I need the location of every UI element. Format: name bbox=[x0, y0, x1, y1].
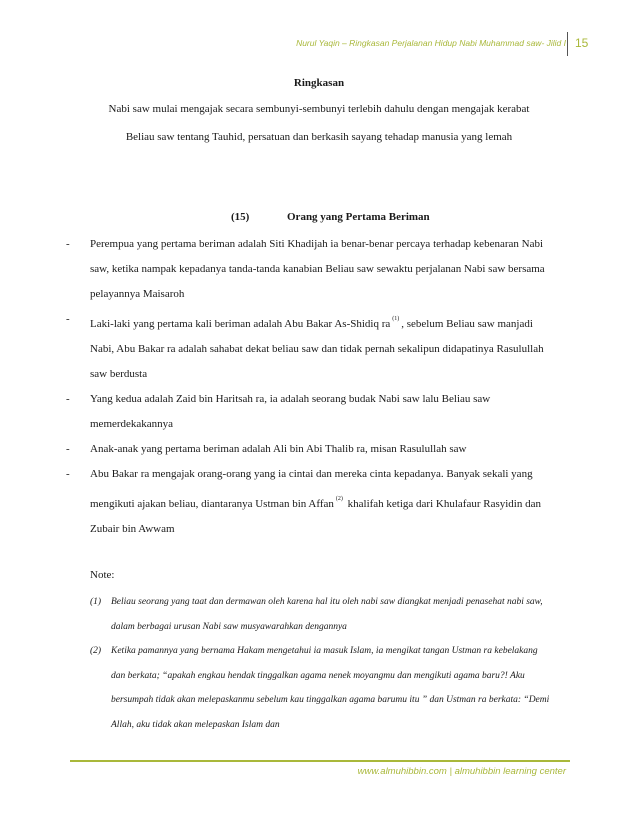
footnote-marker: (1) bbox=[392, 316, 400, 322]
list-dash: - bbox=[66, 468, 70, 480]
note-label: Note: bbox=[90, 569, 115, 581]
footer-text: www.almuhibbin.com | almuhibbin learning center bbox=[357, 766, 566, 777]
note-item bbox=[90, 590, 550, 639]
note-text: Beliau seorang yang taat dan dermawan oleh karena hal itu oleh nabi saw diangkat menjadi penasehat nabi saw, dalam berbagai urusan Nabi saw musyawarahkan dengannya bbox=[111, 597, 543, 632]
list-item-text: Anak-anak yang pertama beriman adalah Ali bin Abi Thalib ra, misan Rasulullah saw bbox=[90, 443, 467, 455]
list-item-text: Abu Bakar ra mengajak orang-orang yang ia cintai dan mereka cinta kepadanya. Banyak sekali yang mengikuti ajakan beliau, diantaranya Ustman bin Affan bbox=[90, 468, 533, 510]
note-number: (2) bbox=[90, 646, 102, 656]
section-title: Orang yang Pertama Beriman bbox=[287, 211, 430, 223]
notes-list bbox=[90, 590, 550, 737]
list-item bbox=[66, 387, 546, 437]
list-item bbox=[66, 307, 546, 387]
header-separator bbox=[567, 32, 568, 56]
list-item-text: Laki-laki yang pertama kali beriman adalah Abu Bakar As-Shidiq ra bbox=[90, 318, 391, 330]
list-item-text: Perempua yang pertama beriman adalah Siti Khadijah ia benar-benar percaya terhadap kebenaran Nabi saw, ketika nampak kepadanya tanda-tanda kanabian Beliau saw sewaktu perjalanan Nabi saw bersama pelayannya Maisaroh bbox=[90, 238, 545, 300]
running-header: Nurul Yaqin – Ringkasan Perjalanan Hidup Nabi Muhammad saw- Jilid I bbox=[296, 38, 566, 48]
list-item bbox=[66, 462, 546, 542]
summary-paragraph: Nabi saw mulai mengajak secara sembunyi-sembunyi terlebih dahulu dengan mengajak kerabat Beliau saw tentang Tauhid, persatuan dan berkasih sayang tehadap manusia yang lemah bbox=[108, 103, 530, 143]
page-number: 15 bbox=[575, 36, 589, 50]
fact-list bbox=[66, 232, 546, 542]
list-item-text: khalifah ketiga dari Khulafaur Rasyidin dan Zubair bin Awwam bbox=[90, 498, 541, 535]
list-dash: - bbox=[66, 238, 70, 250]
note-text: Ketika pamannya yang bernama Hakam mengetahui ia masuk Islam, ia mengikat tangan Ustman ra kebelakang dan berkata; “apakah engkau hendak tinggalkan agama nenek moyangmu dan mengikuti agama baru?! Aku bersumpah tidak akan melepaskanmu sebelum kau tinggalkan agama barumu itu ” dan Ustman ra berkata: “Demi Allah, aku tidak akan melepaskan Islam dan bbox=[111, 646, 550, 730]
list-item bbox=[66, 232, 546, 307]
footnote-marker: (2) bbox=[335, 496, 343, 502]
summary-title: Ringkasan bbox=[293, 77, 345, 89]
list-item-text: Yang kedua adalah Zaid bin Haritsah ra, ia adalah seorang budak Nabi saw lalu Beliau saw memerdekakannya bbox=[90, 393, 491, 430]
list-dash: - bbox=[66, 443, 70, 455]
list-item bbox=[66, 437, 546, 462]
list-dash: - bbox=[66, 393, 70, 405]
section-number: (15) bbox=[231, 211, 250, 223]
footer-rule bbox=[70, 760, 570, 762]
list-item-text: , sebelum Beliau saw manjadi Nabi, Abu Bakar ra adalah sahabat dekat beliau saw dan tidak pernah sekalipun didapatinya Rasulullah saw berdusta bbox=[90, 318, 544, 380]
list-dash: - bbox=[66, 313, 70, 325]
note-number: (1) bbox=[90, 597, 102, 607]
note-item bbox=[90, 639, 550, 737]
